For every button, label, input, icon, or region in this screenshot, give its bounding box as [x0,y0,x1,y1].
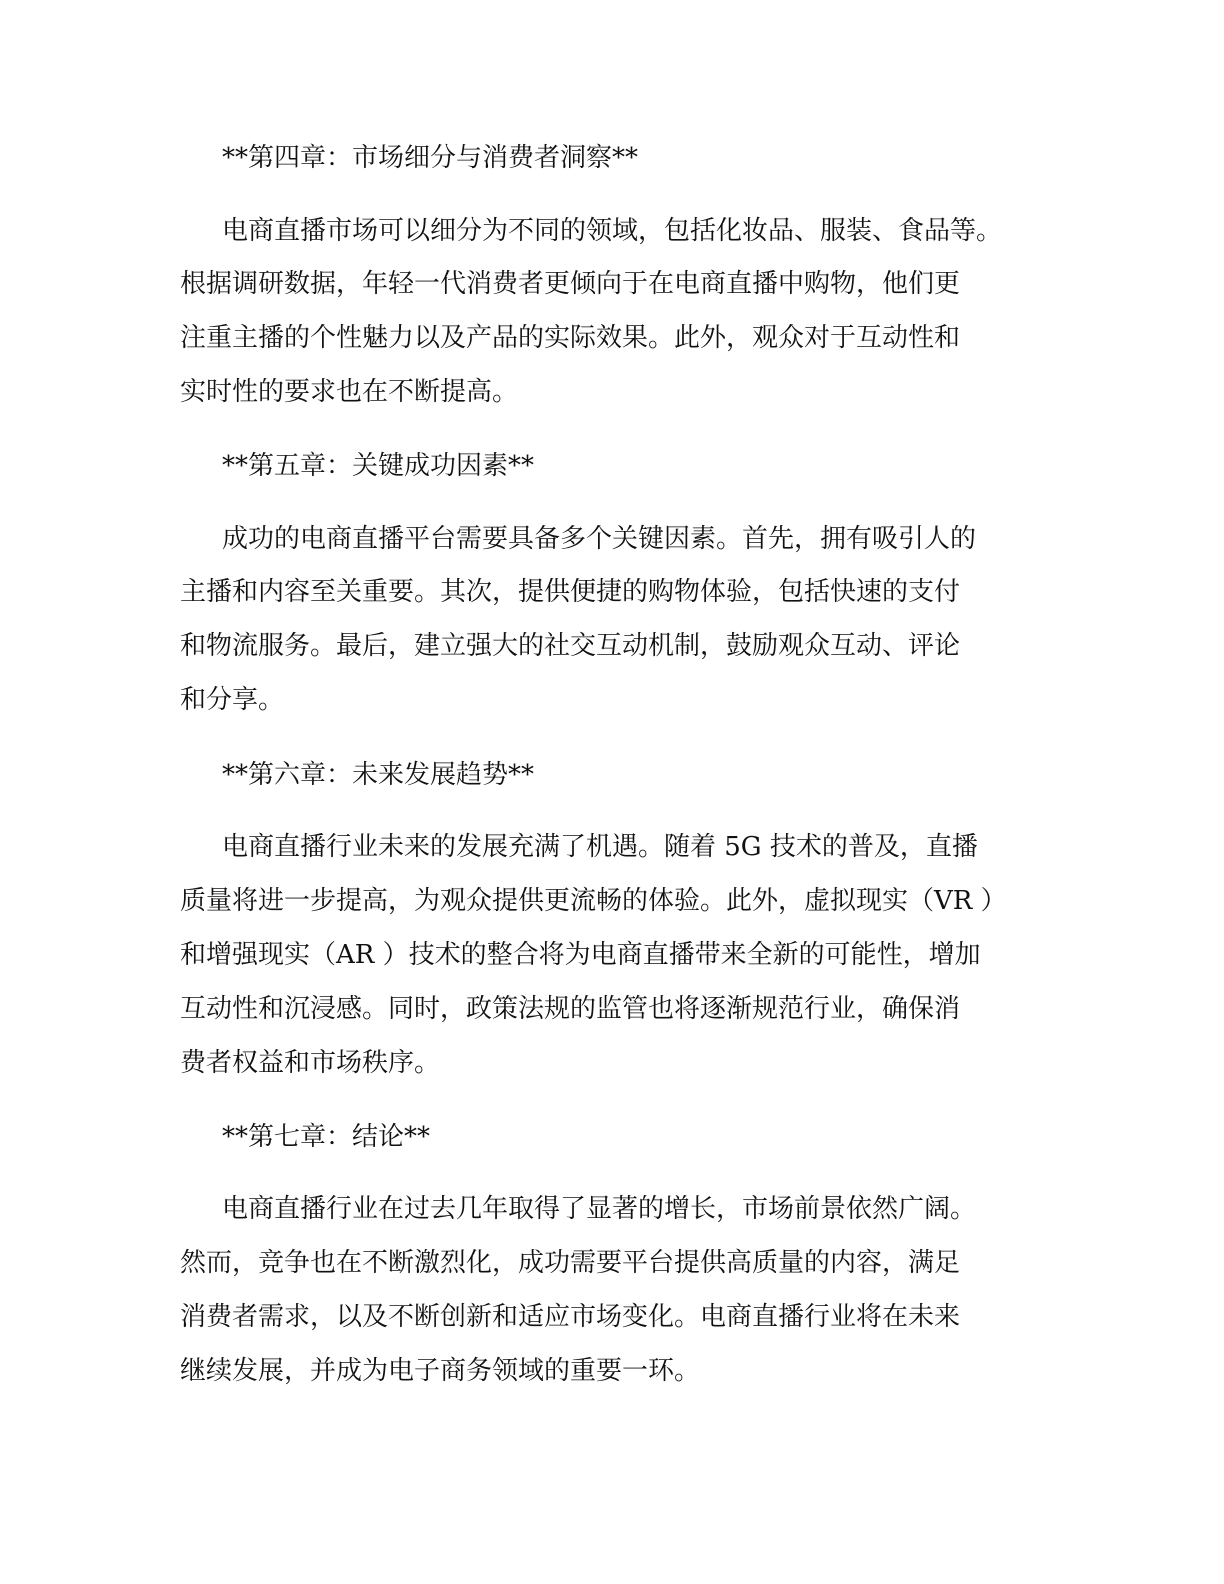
paragraph-line: 费者权益和市场秩序。 [180,1048,441,1078]
chapter-7-heading: **第七章：结论** [222,1122,431,1152]
paragraph-line: 质量将进一步提高，为观众提供更流畅的体验。此外，虚拟现实（VR ） [180,886,1007,916]
paragraph-line: 消费者需求，以及不断创新和适应市场变化。电商直播行业将在未来 [180,1302,961,1332]
chapter-4-heading: **第四章：市场细分与消费者洞察** [222,143,639,173]
paragraph-line: 根据调研数据，年轻一代消费者更倾向于在电商直播中购物，他们更 [180,269,961,299]
paragraph-line: 注重主播的个性魅力以及产品的实际效果。此外，观众对于互动性和 [180,323,961,353]
paragraph-line: 继续发展，并成为电子商务领域的重要一环。 [180,1356,701,1386]
paragraph-line: 主播和内容至关重要。其次，提供便捷的购物体验，包括快速的支付 [180,577,961,607]
paragraph-line: 然而，竞争也在不断激烈化，成功需要平台提供高质量的内容，满足 [180,1248,961,1278]
paragraph-line: 电商直播行业在过去几年取得了显著的增长，市场前景依然广阔。 [222,1194,977,1224]
paragraph-line: 电商直播市场可以细分为不同的领域，包括化妆品、服装、食品等。 [222,216,1003,246]
paragraph-line: 和增强现实（AR ）技术的整合将为电商直播带来全新的可能性，增加 [180,940,981,970]
paragraph-line: 和分享。 [180,685,285,715]
paragraph-line: 成功的电商直播平台需要具备多个关键因素。首先，拥有吸引人的 [222,524,977,554]
paragraph-line: 实时性的要求也在不断提高。 [180,377,519,407]
chapter-6-heading: **第六章：未来发展趋势** [222,760,535,790]
paragraph-line: 和物流服务。最后，建立强大的社交互动机制，鼓励观众互动、评论 [180,631,961,661]
paragraph-line: 电商直播行业未来的发展充满了机遇。随着 5G 技术的普及，直播 [222,832,978,862]
paragraph-line: 互动性和沉浸感。同时，政策法规的监管也将逐渐规范行业，确保消 [180,994,961,1024]
chapter-5-heading: **第五章：关键成功因素** [222,451,535,481]
